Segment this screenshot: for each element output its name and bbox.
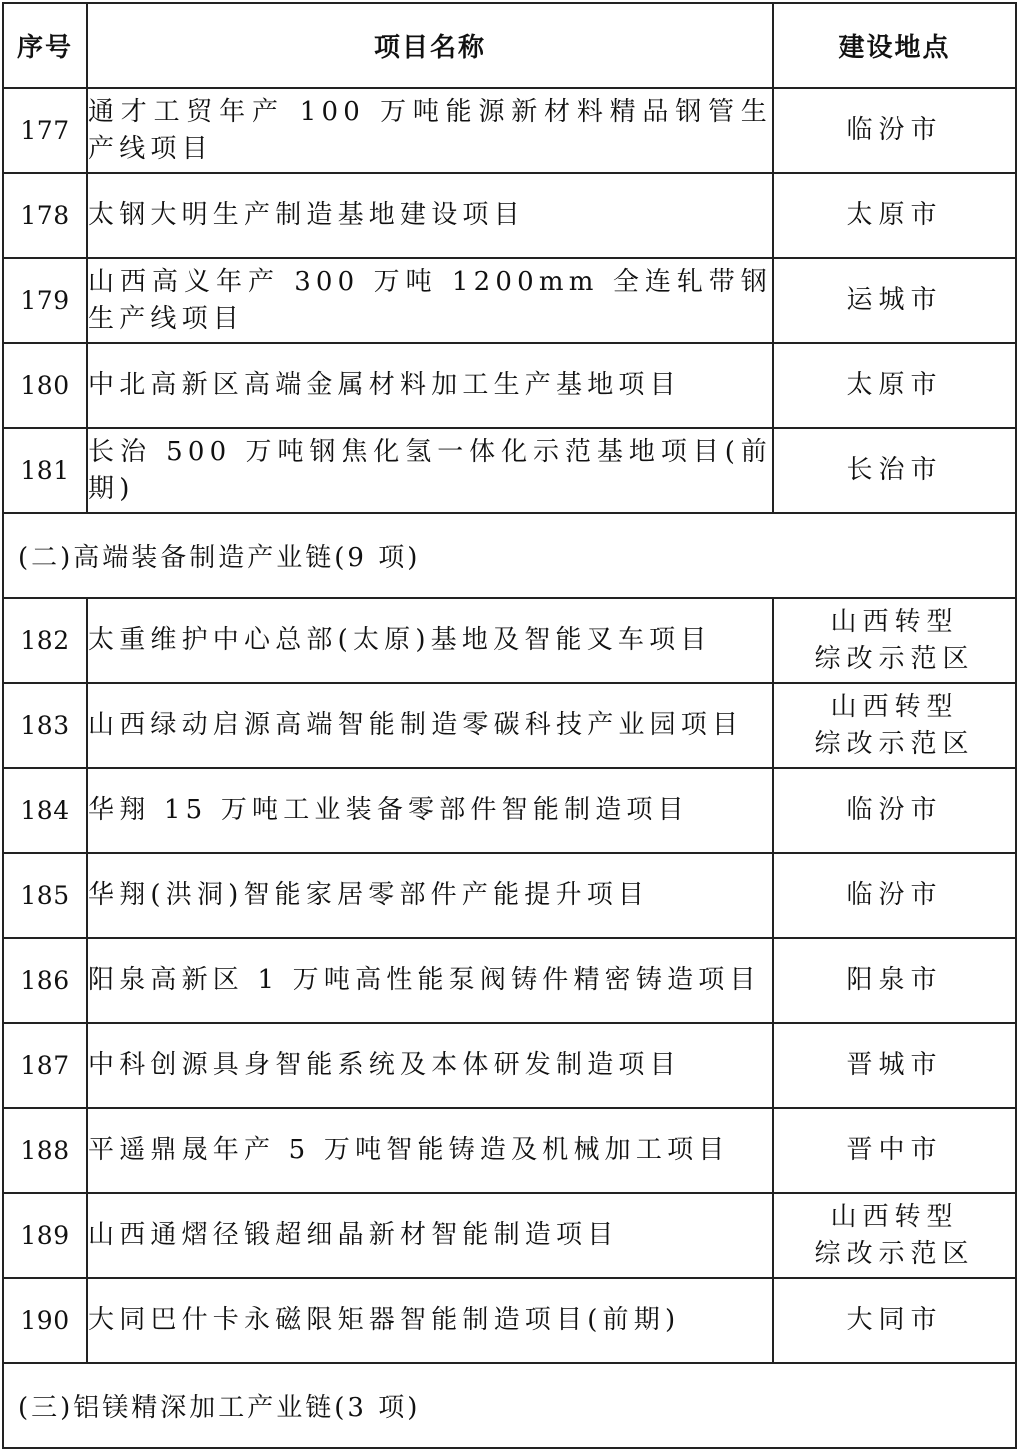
project-name-cell: 通才工贸年产 100 万吨能源新材料精品钢管生产线项目 bbox=[87, 88, 773, 173]
location-line: 山西转型 bbox=[830, 691, 959, 722]
table-row bbox=[3, 173, 1016, 258]
project-table bbox=[2, 2, 1017, 1449]
header-project-name: 项目名称 bbox=[87, 3, 773, 88]
location-line: 运城市 bbox=[846, 285, 943, 315]
table-row bbox=[3, 938, 1016, 1023]
location-line: 长治市 bbox=[846, 455, 943, 485]
location-cell bbox=[773, 88, 1016, 173]
table-row bbox=[3, 88, 1016, 173]
project-name-cell: 太重维护中心总部(太原)基地及智能叉车项目 bbox=[87, 598, 773, 683]
location-cell bbox=[773, 343, 1016, 428]
table-row bbox=[3, 1023, 1016, 1108]
location-line: 综改示范区 bbox=[814, 728, 975, 759]
serial-number-cell: 187 bbox=[3, 1023, 87, 1108]
location-line: 晋中市 bbox=[846, 1135, 943, 1165]
table-row bbox=[3, 1193, 1016, 1278]
table-row bbox=[3, 428, 1016, 513]
table-row bbox=[3, 1278, 1016, 1363]
serial-number-cell: 190 bbox=[3, 1278, 87, 1363]
section-heading-row bbox=[3, 1363, 1016, 1448]
serial-number-cell: 183 bbox=[3, 683, 87, 768]
header-serial-number: 序号 bbox=[3, 3, 87, 88]
serial-number-cell: 184 bbox=[3, 768, 87, 853]
section-2-group bbox=[3, 513, 1016, 598]
location-line: 大同市 bbox=[846, 1305, 943, 1335]
location-cell bbox=[773, 683, 1016, 768]
header-location: 建设地点 bbox=[773, 3, 1016, 88]
rows-group-a bbox=[3, 88, 1016, 513]
location-line: 晋城市 bbox=[846, 1050, 943, 1080]
location-cell bbox=[773, 1108, 1016, 1193]
location-cell bbox=[773, 1193, 1016, 1278]
serial-number-cell: 188 bbox=[3, 1108, 87, 1193]
location-cell bbox=[773, 853, 1016, 938]
project-name-cell: 太钢大明生产制造基地建设项目 bbox=[87, 173, 773, 258]
table-row bbox=[3, 1108, 1016, 1193]
project-name-cell: 大同巴什卡永磁限矩器智能制造项目(前期) bbox=[87, 1278, 773, 1363]
location-cell bbox=[773, 938, 1016, 1023]
serial-number-cell: 189 bbox=[3, 1193, 87, 1278]
location-cell bbox=[773, 1023, 1016, 1108]
table-row bbox=[3, 768, 1016, 853]
serial-number-cell: 182 bbox=[3, 598, 87, 683]
location-cell bbox=[773, 1278, 1016, 1363]
location-cell bbox=[773, 768, 1016, 853]
location-line: 太原市 bbox=[846, 370, 943, 400]
project-name-cell: 中科创源具身智能系统及本体研发制造项目 bbox=[87, 1023, 773, 1108]
table-header-row bbox=[3, 3, 1016, 88]
project-name-cell: 山西绿动启源高端智能制造零碳科技产业园项目 bbox=[87, 683, 773, 768]
section-heading-2: (二)高端装备制造产业链(9 项) bbox=[3, 513, 1016, 598]
table-row bbox=[3, 683, 1016, 768]
location-cell bbox=[773, 258, 1016, 343]
section-heading-3: (三)铝镁精深加工产业链(3 项) bbox=[3, 1363, 1016, 1448]
serial-number-cell: 178 bbox=[3, 173, 87, 258]
rows-group-b bbox=[3, 598, 1016, 1363]
serial-number-cell: 181 bbox=[3, 428, 87, 513]
serial-number-cell: 180 bbox=[3, 343, 87, 428]
project-name-cell: 山西通熠径锻超细晶新材智能制造项目 bbox=[87, 1193, 773, 1278]
location-line: 临汾市 bbox=[846, 115, 943, 145]
location-line: 太原市 bbox=[846, 200, 943, 230]
project-name-cell: 平遥鼎晟年产 5 万吨智能铸造及机械加工项目 bbox=[87, 1108, 773, 1193]
project-name-cell: 长治 500 万吨钢焦化氢一体化示范基地项目(前期) bbox=[87, 428, 773, 513]
table-row bbox=[3, 258, 1016, 343]
location-line: 临汾市 bbox=[846, 795, 943, 825]
project-name-cell: 山西高义年产 300 万吨 1200mm 全连轧带钢生产线项目 bbox=[87, 258, 773, 343]
project-name-cell: 中北高新区高端金属材料加工生产基地项目 bbox=[87, 343, 773, 428]
section-heading-row bbox=[3, 513, 1016, 598]
table-row bbox=[3, 598, 1016, 683]
location-cell bbox=[773, 173, 1016, 258]
table-row bbox=[3, 853, 1016, 938]
location-line: 临汾市 bbox=[846, 880, 943, 910]
serial-number-cell: 179 bbox=[3, 258, 87, 343]
location-cell bbox=[773, 598, 1016, 683]
location-line: 综改示范区 bbox=[814, 1238, 975, 1269]
location-line: 综改示范区 bbox=[814, 643, 975, 674]
section-3-group bbox=[3, 1363, 1016, 1448]
location-line: 山西转型 bbox=[830, 606, 959, 637]
serial-number-cell: 177 bbox=[3, 88, 87, 173]
location-cell bbox=[773, 428, 1016, 513]
project-name-cell: 阳泉高新区 1 万吨高性能泵阀铸件精密铸造项目 bbox=[87, 938, 773, 1023]
location-line: 山西转型 bbox=[830, 1201, 959, 1232]
location-line: 阳泉市 bbox=[846, 965, 943, 995]
serial-number-cell: 186 bbox=[3, 938, 87, 1023]
table-row bbox=[3, 343, 1016, 428]
project-name-cell: 华翔(洪洞)智能家居零部件产能提升项目 bbox=[87, 853, 773, 938]
project-name-cell: 华翔 15 万吨工业装备零部件智能制造项目 bbox=[87, 768, 773, 853]
serial-number-cell: 185 bbox=[3, 853, 87, 938]
